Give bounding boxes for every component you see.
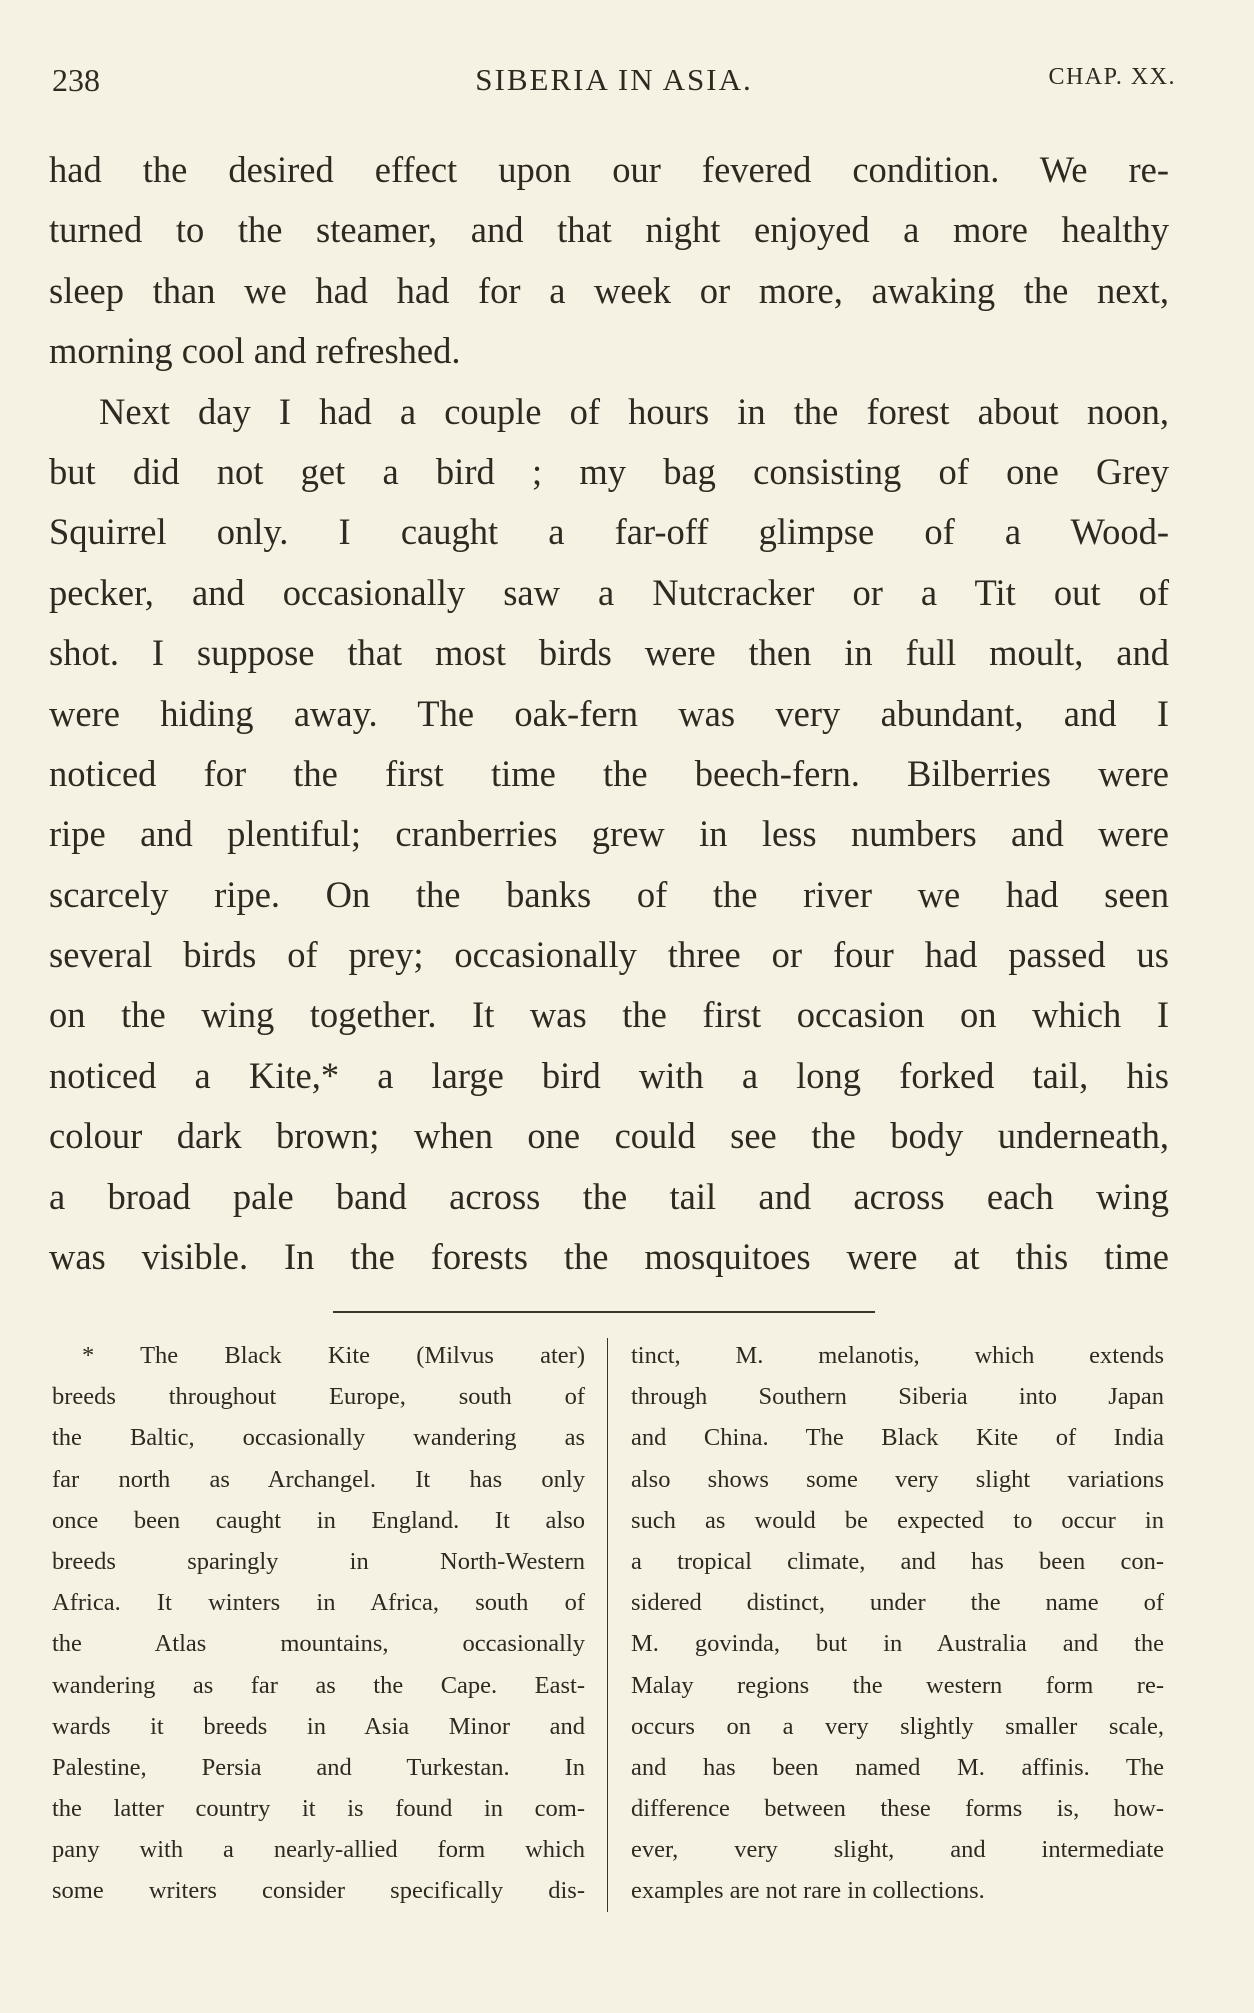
footnote-line: far north as Archangel. It has only	[52, 1465, 585, 1493]
main-text	[49, 140, 1169, 1287]
footnote-line: occurs on a very slightly smaller scale,	[631, 1712, 1164, 1740]
footnote-line: tinct, M. melanotis, which extends	[631, 1342, 1164, 1369]
text-line: shot. I suppose that most birds were then in full moult, and	[49, 632, 1169, 674]
footnote-line: difference between these forms is, how-	[631, 1795, 1164, 1823]
footnote-line: the Atlas mountains, occasionally	[52, 1630, 585, 1658]
text-line: on the wing together. It was the first occasion on which I	[49, 994, 1169, 1036]
text-line: Next day I had a couple of hours in the forest about noon,	[99, 390, 1169, 432]
footnote-line: such as would be expected to occur in	[631, 1506, 1164, 1534]
text-line: colour dark brown; when one could see the body underneath,	[49, 1115, 1169, 1157]
text-line: but did not get a bird ; my bag consisting of one Grey	[49, 450, 1169, 492]
footnote-line: a tropical climate, and has been con-	[631, 1547, 1164, 1575]
text-line: scarcely ripe. On the banks of the river we had seen	[49, 873, 1169, 915]
footnote-left-column	[52, 1335, 585, 1912]
page-header	[52, 62, 1176, 102]
footnote-line: wandering as far as the Cape. East-	[52, 1671, 585, 1699]
footnote-line: examples are not rare in collections.	[631, 1877, 985, 1905]
running-title: SIBERIA IN ASIA.	[475, 62, 753, 97]
text-line: were hiding away. The oak-fern was very abundant, and I	[49, 692, 1169, 734]
text-line: Squirrel only. I caught a far-off glimpse of a Wood-	[49, 511, 1169, 553]
footnote-line: the latter country it is found in com-	[52, 1795, 585, 1823]
footnote-line: ever, very slight, and intermediate	[631, 1836, 1164, 1864]
text-line: a broad pale band across the tail and across each wing	[49, 1175, 1169, 1217]
column-divider	[607, 1338, 608, 1912]
text-line: was visible. In the forests the mosquitoes were at this time	[49, 1236, 1169, 1278]
text-line: noticed for the first time the beech-fern. Bilberries were	[49, 752, 1169, 794]
footnote-line: sidered distinct, under the name of	[631, 1589, 1164, 1617]
footnote-line: Africa. It winters in Africa, south of	[52, 1589, 585, 1617]
footnote-line: and China. The Black Kite of India	[631, 1424, 1164, 1452]
footnote-line: M. govinda, but in Australia and the	[631, 1630, 1164, 1658]
footnote-line: also shows some very slight variations	[631, 1465, 1164, 1493]
page-number: 238	[52, 62, 100, 98]
footnote-line: Malay regions the western form re-	[631, 1671, 1164, 1699]
footnote-line: once been caught in England. It also	[52, 1506, 585, 1534]
text-line: turned to the steamer, and that night enjoyed a more healthy	[49, 209, 1169, 251]
footnote-line: Palestine, Persia and Turkestan. In	[52, 1753, 585, 1781]
footnote-line: breeds throughout Europe, south of	[52, 1383, 585, 1411]
text-line: ripe and plentiful; cranberries grew in less numbers and were	[49, 813, 1169, 855]
text-line: pecker, and occasionally saw a Nutcracker or a Tit out of	[49, 571, 1169, 613]
footnote-line: * The Black Kite (Milvus ater)	[82, 1342, 585, 1369]
footnote-line: some writers consider specifically dis-	[52, 1877, 585, 1905]
footnote-line: the Baltic, occasionally wandering as	[52, 1424, 585, 1452]
footnote-line: breeds sparingly in North-Western	[52, 1547, 585, 1575]
text-line: morning cool and refreshed.	[49, 330, 461, 372]
footnote-line: wards it breeds in Asia Minor and	[52, 1712, 585, 1740]
text-line: noticed a Kite,* a large bird with a long forked tail, his	[49, 1054, 1169, 1096]
footnote-right-column	[631, 1335, 1164, 1912]
text-line: sleep than we had had for a week or more, awaking the next,	[49, 269, 1169, 311]
footnote-separator	[333, 1311, 875, 1313]
text-line: had the desired effect upon our fevered condition. We re-	[49, 149, 1169, 190]
footnote-line: pany with a nearly-allied form which	[52, 1836, 585, 1864]
footnote-line: through Southern Siberia into Japan	[631, 1383, 1164, 1411]
footnote-line: and has been named M. affinis. The	[631, 1753, 1164, 1781]
chapter-label: CHAP. XX.	[1048, 64, 1176, 90]
text-line: several birds of prey; occasionally three or four had passed us	[49, 934, 1169, 976]
